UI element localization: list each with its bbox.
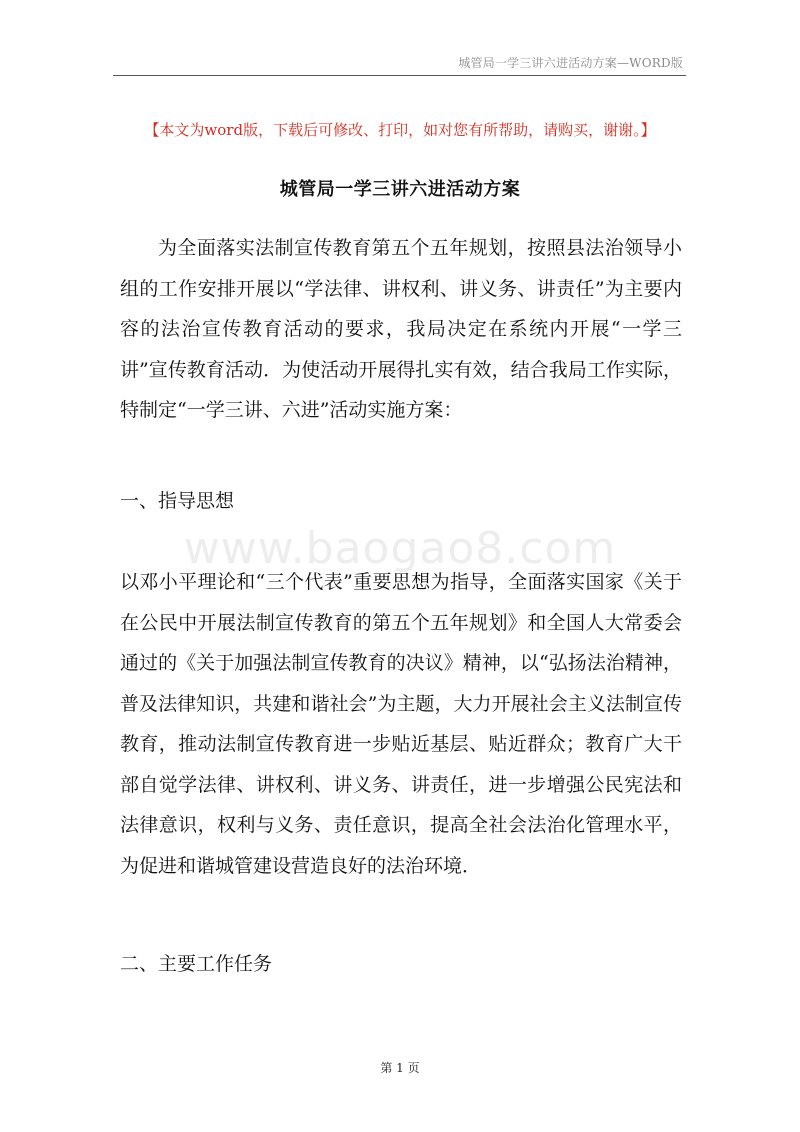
page-number: 第 1 页 bbox=[380, 1061, 420, 1075]
intro-paragraph: 为全面落实法制宣传教育第五个五年规划，按照县法治领导小组的工作安排开展以“学法律、讲权利、讲义务、讲责任”为主要内容的法治宣传教育活动的要求，我局决定在系统内开展“一学三讲”宣传教育活动．为使活动开展得扎实有效，结合我局工作实际，特制定“一学三讲、六进”活动实施方案： bbox=[120, 237, 682, 421]
header-divider bbox=[113, 75, 686, 76]
guiding-ideology-paragraph: 以邓小平理论和“三个代表”重要思想为指导，全面落实国家《关于在公民中开展法制宣传教育的第五个五年规划》和全国人大常委会通过的《关于加强法制宣传教育的决议》精神，以“弘扬法治精神，普及法律知识，共建和谐社会”为主题，大力开展社会主义法制宣传教育，推动法制宣传教育进一步贴近基层、贴近群众；教育广大干部自觉学法律、讲权利、讲义务、讲责任，进一步增强公民宪法和法律意识，权利与义务、责任意识，提高全社会法治化管理水平，为促进和谐城管建设营造良好的法治环境． bbox=[120, 571, 682, 877]
purchase-notice: 【本文为word版，下载后可修改、打印，如对您有所帮助，请购买，谢谢。】 bbox=[144, 121, 656, 139]
document-title: 城管局一学三讲六进活动方案 bbox=[279, 179, 521, 200]
section-heading-guiding-ideology: 一、指导思想 bbox=[120, 490, 235, 512]
site-watermark: www.baogao8.com bbox=[183, 523, 617, 574]
section-heading-main-tasks: 二、主要工作任务 bbox=[120, 953, 273, 975]
running-header: 城管局一学三讲六进活动方案—WORD版 bbox=[458, 56, 683, 70]
